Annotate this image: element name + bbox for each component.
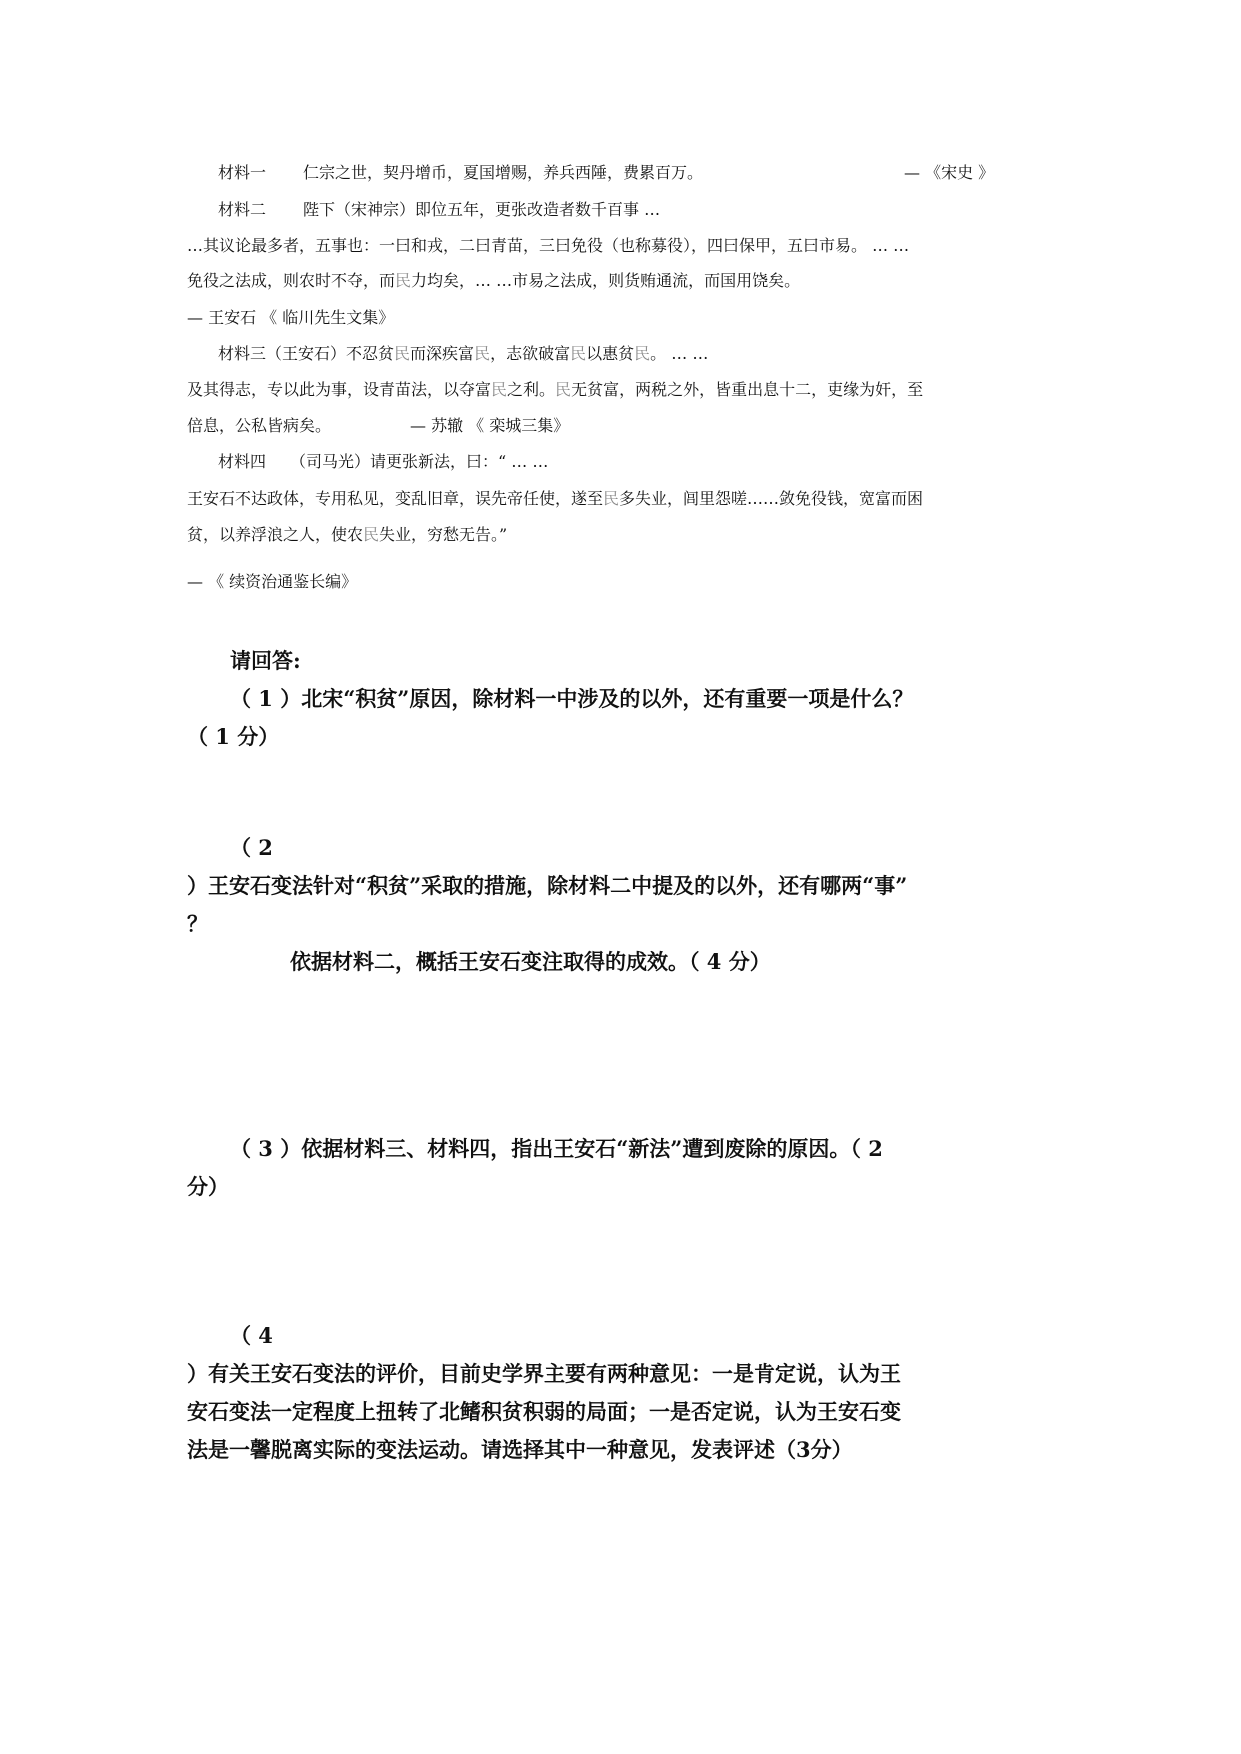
question-4-line-4: 法是一馨脱离实际的变法运动。请选择其中一种意见，发表评述（3分）	[187, 1437, 853, 1462]
material-1-text: 仁宗之世，契丹增币，夏国增赐，养兵西陲，费累百万。	[303, 163, 704, 182]
material-4-source: — 《 续资治通鉴长编》	[187, 572, 358, 591]
question-2-line-2: ）王安石变法针对“积贫”采取的措施，除材料二中提及的以外，还有哪两“事”	[187, 873, 908, 898]
material-2-label: 材料二	[218, 200, 267, 219]
question-2-line-4: 依据材料二，概括王安石变注取得的成效。（ 4 分）	[290, 949, 771, 974]
question-1-line-1: （ 1 ）北宋“积贫”原因，除材料一中涉及的以外，还有重要一项是什么？	[230, 686, 914, 711]
question-2-line-1: （ 2	[230, 835, 273, 860]
material-2-source: — 王安石 《 临川先生文集》	[187, 308, 395, 327]
material-2-line-2: …其议论最多者，五事也：一曰和戎，二曰青苗，三曰免役（也称募役），四曰保甲，五曰市易。 … …	[187, 236, 910, 255]
question-4-line-2: ）有关王安石变法的评价，目前史学界主要有两种意见：一是肯定说，认为王	[187, 1361, 901, 1386]
material-4-line-2: 王安石不达政体，专用私见，变乱旧章，误先帝任使，遂至民多失业，闾里怨嗟……敛免役钱，宽富而困	[187, 489, 924, 508]
question-4-line-3: 安石变法一定程度上扭转了北鳍积贫积弱的局面；一是否定说，认为王安石变	[187, 1399, 901, 1424]
question-2-line-3: ？	[187, 911, 208, 936]
question-3-line-1: （ 3 ）依据材料三、材料四，指出王安石“新法”遭到废除的原因。（ 2	[230, 1136, 883, 1161]
material-2-line-1: 陛下（宋神宗）即位五年，更张改造者数千百事 …	[303, 200, 661, 219]
questions-intro: 请回答:	[230, 648, 301, 673]
faded-min-char: 民	[395, 271, 412, 290]
question-3-line-2: 分）	[187, 1174, 229, 1199]
question-4-line-1: （ 4	[230, 1323, 273, 1348]
material-1-label: 材料一	[218, 163, 267, 182]
material-1-source: — 《宋史 》	[904, 163, 995, 182]
material-4-line-1: （司马光）请更张新法，曰：“ … …	[290, 452, 549, 471]
material-4-line-3: 贫，以养浮浪之人，使农民失业，穷愁无告。”	[187, 525, 508, 544]
material-2-line-3: 免役之法成，则农时不夺，而民力均矣，… …市易之法成，则货贿通流，而国用饶矣。	[187, 271, 801, 290]
material-3-line-2: 及其得志，专以此为事，设青苗法，以夺富民之利。民无贫富，两税之外，皆重出息十二，吏缘为奸，至	[187, 380, 924, 399]
material-4-label: 材料四	[218, 452, 267, 471]
question-1-line-2: （ 1 分）	[187, 724, 280, 749]
material-3-line-3: 倍息，公私皆病矣。	[187, 416, 332, 435]
material-3-line-1: 材料三（王安石）不忍贫民而深疾富民，志欲破富民以惠贫民。 … …	[218, 344, 709, 363]
material-3-source: — 苏辙 《 栾城三集》	[410, 416, 570, 435]
